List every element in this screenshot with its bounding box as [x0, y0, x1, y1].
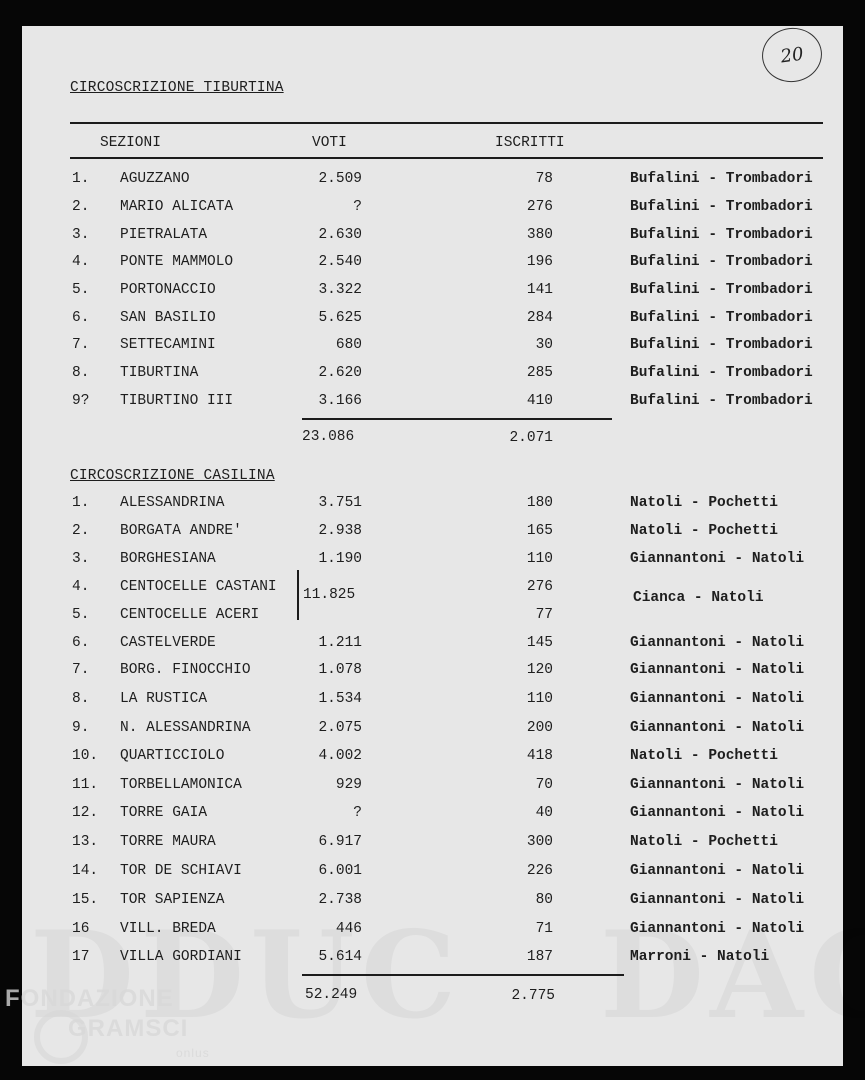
- row-number: 8.: [72, 691, 90, 707]
- header-voti: VOTI: [312, 135, 347, 151]
- row-number: 13.: [72, 834, 99, 850]
- row-voti: 446: [335, 921, 362, 937]
- row-section-name: ALESSANDRINA: [120, 495, 225, 511]
- row-section-name: SAN BASILIO: [120, 310, 216, 326]
- row-number: 12.: [72, 805, 99, 821]
- row-voti: 2.738: [318, 892, 362, 908]
- row-responsabili: Giannantoni - Natoli: [630, 635, 805, 651]
- row-iscritti: 80: [535, 892, 553, 908]
- row-voti: 3.166: [318, 393, 362, 409]
- row-iscritti: 110: [526, 691, 553, 707]
- row-responsabili: Giannantoni - Natoli: [630, 921, 805, 937]
- row-responsabili: Giannantoni - Natoli: [630, 805, 805, 821]
- row-iscritti: 165: [526, 523, 553, 539]
- tiburtina-total-rule: [302, 418, 612, 420]
- row-section-name: PIETRALATA: [120, 227, 208, 243]
- casilina-total-voti: 52.249: [305, 987, 358, 1003]
- row-section-name: N. ALESSANDRINA: [120, 720, 251, 736]
- row-number: 10.: [72, 748, 99, 764]
- row-responsabili: Giannantoni - Natoli: [630, 662, 805, 678]
- row-voti: 2.620: [318, 365, 362, 381]
- header-bottom-rule: [70, 157, 823, 159]
- row-number: 7.: [72, 337, 90, 353]
- row-number: 6.: [72, 635, 90, 651]
- row-iscritti: 180: [526, 495, 553, 511]
- row-number: 3.: [72, 227, 90, 243]
- row-number: 1.: [72, 495, 90, 511]
- row-section-name: QUARTICCIOLO: [120, 748, 225, 764]
- row-responsabili: Natoli - Pochetti: [630, 748, 778, 764]
- row-number: 5.: [72, 607, 90, 623]
- header-top-rule: [70, 122, 823, 124]
- row-number: 11.: [72, 777, 99, 793]
- row-iscritti: 77: [535, 607, 553, 623]
- tiburtina-total-iscritti: 2.071: [509, 430, 553, 446]
- header-iscritti: ISCRITTI: [495, 135, 565, 151]
- row-responsabili: Bufalini - Trombadori: [630, 227, 813, 243]
- row-iscritti: 380: [526, 227, 553, 243]
- row-responsabili: Giannantoni - Natoli: [630, 720, 805, 736]
- row-section-name: BORGHESIANA: [120, 551, 216, 567]
- row-number: 9.: [72, 720, 90, 736]
- row-iscritti: 276: [526, 579, 553, 595]
- row-number: 3.: [72, 551, 90, 567]
- row-section-name: LA RUSTICA: [120, 691, 208, 707]
- centocelle-voti: 11.825: [303, 587, 356, 603]
- row-section-name: CENTOCELLE CASTANI: [120, 579, 277, 595]
- row-section-name: PORTONACCIO: [120, 282, 216, 298]
- row-section-name: PONTE MAMMOLO: [120, 254, 234, 270]
- row-number: 5.: [72, 282, 90, 298]
- row-section-name: CASTELVERDE: [120, 635, 216, 651]
- row-iscritti: 285: [526, 365, 553, 381]
- row-iscritti: 418: [526, 748, 553, 764]
- row-section-name: TIBURTINO III: [120, 393, 234, 409]
- row-section-name: VILL. BREDA: [120, 921, 216, 937]
- row-iscritti: 78: [535, 171, 553, 187]
- section-title-tiburtina: CIRCOSCRIZIONE TIBURTINA: [70, 80, 284, 96]
- tiburtina-total-voti: 23.086: [302, 429, 355, 445]
- section-title-casilina: CIRCOSCRIZIONE CASILINA: [70, 468, 275, 484]
- row-section-name: CENTOCELLE ACERI: [120, 607, 260, 623]
- row-responsabili: Giannantoni - Natoli: [630, 892, 805, 908]
- row-responsabili: Bufalini - Trombadori: [630, 393, 813, 409]
- row-voti: ?: [353, 805, 362, 821]
- row-iscritti: 276: [526, 199, 553, 215]
- row-voti: 929: [335, 777, 362, 793]
- row-voti: 1.078: [318, 662, 362, 678]
- row-voti: 5.625: [318, 310, 362, 326]
- row-section-name: TOR SAPIENZA: [120, 892, 225, 908]
- row-voti: 3.322: [318, 282, 362, 298]
- row-voti: 6.001: [318, 863, 362, 879]
- row-voti: 6.917: [318, 834, 362, 850]
- row-iscritti: 110: [526, 551, 553, 567]
- row-voti: 4.002: [318, 748, 362, 764]
- row-section-name: MARIO ALICATA: [120, 199, 234, 215]
- row-responsabili: Giannantoni - Natoli: [630, 551, 805, 567]
- row-responsabili: Natoli - Pochetti: [630, 834, 778, 850]
- row-number: 2.: [72, 199, 90, 215]
- row-voti: 2.540: [318, 254, 362, 270]
- row-iscritti: 71: [535, 921, 553, 937]
- row-iscritti: 196: [526, 254, 553, 270]
- row-iscritti: 200: [526, 720, 553, 736]
- row-responsabili: Bufalini - Trombadori: [630, 254, 813, 270]
- row-iscritti: 410: [526, 393, 553, 409]
- row-voti: 1.534: [318, 691, 362, 707]
- row-iscritti: 284: [526, 310, 553, 326]
- row-voti: 1.190: [318, 551, 362, 567]
- row-iscritti: 300: [526, 834, 553, 850]
- row-responsabili: Giannantoni - Natoli: [630, 863, 805, 879]
- row-number: 7.: [72, 662, 90, 678]
- row-number: 9?: [72, 393, 90, 409]
- row-voti: ?: [353, 199, 362, 215]
- row-voti: 2.075: [318, 720, 362, 736]
- row-iscritti: 30: [535, 337, 553, 353]
- row-responsabili: Bufalini - Trombadori: [630, 171, 813, 187]
- watermark-line2: GRAMSCI: [68, 1015, 189, 1042]
- row-responsabili: Bufalini - Trombadori: [630, 310, 813, 326]
- header-sezioni: SEZIONI: [100, 135, 161, 151]
- row-responsabili: Natoli - Pochetti: [630, 523, 778, 539]
- casilina-total-rule: [302, 974, 624, 976]
- row-section-name: BORG. FINOCCHIO: [120, 662, 251, 678]
- row-section-name: TORRE MAURA: [120, 834, 216, 850]
- row-number: 8.: [72, 365, 90, 381]
- centocelle-resp: Cianca - Natoli: [633, 590, 764, 606]
- row-voti: 2.938: [318, 523, 362, 539]
- row-section-name: TIBURTINA: [120, 365, 199, 381]
- row-number: 1.: [72, 171, 90, 187]
- centocelle-bracket: [297, 570, 299, 620]
- row-responsabili: Giannantoni - Natoli: [630, 691, 805, 707]
- row-number: 15.: [72, 892, 99, 908]
- row-responsabili: Bufalini - Trombadori: [630, 365, 813, 381]
- row-number: 4.: [72, 254, 90, 270]
- row-responsabili: Bufalini - Trombadori: [630, 282, 813, 298]
- row-responsabili: Bufalini - Trombadori: [630, 337, 813, 353]
- row-voti: 3.751: [318, 495, 362, 511]
- row-iscritti: 187: [526, 949, 553, 965]
- row-responsabili: Natoli - Pochetti: [630, 495, 778, 511]
- row-section-name: VILLA GORDIANI: [120, 949, 242, 965]
- casilina-total-iscritti: 2.775: [511, 988, 555, 1004]
- page-number: 20: [759, 24, 826, 86]
- watermark-line1: FONDAZIONE: [5, 985, 174, 1012]
- row-number: 2.: [72, 523, 90, 539]
- row-iscritti: 70: [535, 777, 553, 793]
- row-number: 14.: [72, 863, 99, 879]
- row-voti: 2.509: [318, 171, 362, 187]
- watermark-line3: onlus: [176, 1046, 210, 1060]
- row-number: 6.: [72, 310, 90, 326]
- row-section-name: SETTECAMINI: [120, 337, 216, 353]
- row-iscritti: 226: [526, 863, 553, 879]
- row-responsabili: Marroni - Natoli: [630, 949, 770, 965]
- row-voti: 2.630: [318, 227, 362, 243]
- row-responsabili: Bufalini - Trombadori: [630, 199, 813, 215]
- row-iscritti: 40: [535, 805, 553, 821]
- row-section-name: TOR DE SCHIAVI: [120, 863, 242, 879]
- row-voti: 680: [335, 337, 362, 353]
- row-section-name: TORRE GAIA: [120, 805, 208, 821]
- row-voti: 1.211: [318, 635, 362, 651]
- row-iscritti: 141: [526, 282, 553, 298]
- row-iscritti: 120: [526, 662, 553, 678]
- row-number: 4.: [72, 579, 90, 595]
- row-number: 16: [72, 921, 90, 937]
- row-section-name: BORGATA ANDRE': [120, 523, 242, 539]
- row-voti: 5.614: [318, 949, 362, 965]
- row-responsabili: Giannantoni - Natoli: [630, 777, 805, 793]
- row-section-name: AGUZZANO: [120, 171, 190, 187]
- row-section-name: TORBELLAMONICA: [120, 777, 242, 793]
- row-iscritti: 145: [526, 635, 553, 651]
- row-number: 17: [72, 949, 90, 965]
